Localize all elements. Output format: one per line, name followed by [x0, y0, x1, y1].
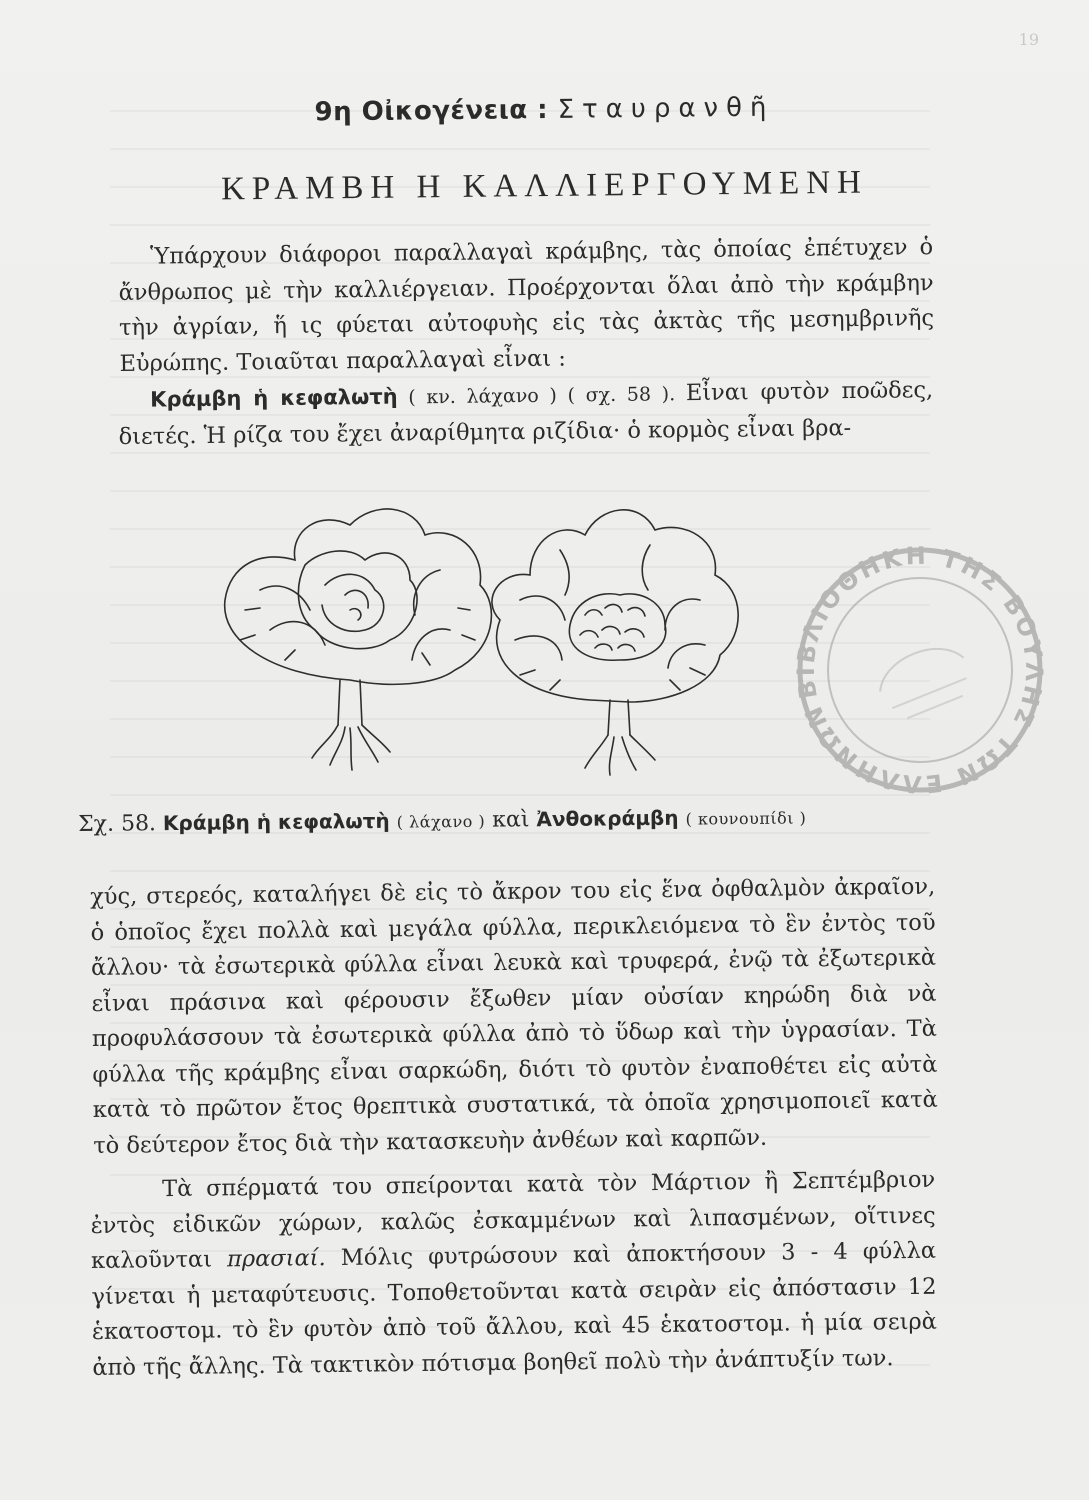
cabbage-illustration: [200, 490, 760, 790]
body-paragraph-2: [90, 1163, 938, 1386]
entry-term: Κράμβη ἡ κεφαλωτὴ: [150, 384, 398, 412]
svg-text:ΒΙΒΛΙΟΘΗΚΗ ΤΗΣ ΒΟΥΛΗΣ ΤΩΝ ΕΛΛΗ: [780, 525, 1060, 815]
body-paragraph-2-end: Μόλις φυτρώσουν καὶ ἀποκτήσουν 3 - 4 φύλλα γίνεται ἡ μεταφύτευσις. Τοποθετοῦνται κατὰ σειρὰν εἰς ἀπόστασιν 12 ἑκατοστομ. τὸ ἓν φυτὸν ἀπὸ τοῦ ἄλλου, καὶ 45 ἑκατοστομ. ἡ μία σειρὰ ἀπὸ τῆς ἄλλης. Τὰ τακτικὸν πότισμα βοηθεῖ πολὺ τὴν ἀνάπτυξίν των.: [91, 1237, 938, 1381]
caption-term-2: Ἀνθοκράμβη: [536, 805, 679, 832]
family-heading: [0, 89, 1089, 130]
page-corner-mark: 19: [1018, 30, 1039, 49]
caption-paren-2: ( κουνουπίδι ): [685, 808, 807, 829]
caption-conjunction: καὶ: [492, 807, 530, 833]
caption-term-1: Κράμβη ἡ κεφαλωτὴ: [162, 808, 390, 836]
entry-common-name: ( κν. λάχανο ) ( σχ. 58 ).: [397, 383, 686, 409]
cauliflower-drawing: [492, 510, 738, 775]
intro-paragraph: Ὑπάρχουν διάφοροι παραλλαγαὶ κράμβης, τὰς ὁποίας ἐπέτυχεν ὁ ἄνθρωπος μὲ τὴν καλλιέργειαν. Προέρχονται ὅλαι ἀπὸ τὴν κράμβην τὴν ἀγρίαν, ἥ ις φύεται αὐτοφυὴς εἰς τὰς ἀκτὰς τῆς μεσημβρινῆς Εὐρώπης. Τοιαῦται παραλλαγαὶ εἶναι :: [118, 234, 935, 377]
library-stamp: [780, 525, 1060, 815]
body-paragraph-1: χύς, στερεός, καταλήγει δὲ εἰς τὸ ἄκρον του εἰς ἕνα ὀφθαλμὸν ἀκραῖον, ὁ ὁποῖος ἔχει πολλὰ καὶ μεγάλα φύλλα, περικλειόμενα τὸ ἓν ἐντὸς τοῦ ἄλλου· τὰ ἐσωτερικὰ φύλλα εἶναι λευκὰ καὶ τρυφερά, ἐνῷ τὰ ἐξωτερικὰ εἶναι πράσινα καὶ φέρουσιν ἔξωθεν μίαν οὐσίαν κηρώδη διὰ νὰ προφυλάσσουν τὰ ἐσωτερικὰ φύλλα ἀπὸ τὸ ὕδωρ καὶ τὴν ὑγρασίαν. Τὰ φύλλα τῆς κράμβης εἶναι σαρκώδη, διότι τὸ φυτὸν ἐναποθέτει εἰς αὐτὰ κατὰ τὸ πρῶτον ἔτος θρεπτικὰ συστατικά, τὰ ὁποῖα χρησιμοποιεῖ κατὰ τὸ δεύτερον ἔτος διὰ τὴν κατασκευὴν ἀνθέων καὶ καρπῶν.: [90, 873, 938, 1159]
caption-label: Σχ. 58.: [78, 811, 157, 837]
page-title: ΚΡΑΜΒΗ Η ΚΑΛΛΙΕΡΓΟΥΜΕΝΗ: [220, 164, 869, 208]
cabbage-drawing: [225, 509, 492, 770]
stamp-text: ΒΙΒΛΙΟΘΗΚΗ ΤΗΣ ΒΟΥΛΗΣ ΤΩΝ ΕΛΛΗΝΩΝ: [791, 541, 1049, 799]
caption-paren-1: ( λάχανο ): [396, 811, 486, 832]
family-name: Σταυρανθῆ: [557, 92, 775, 125]
entry-text: Εἶναι φυτὸν ποῶδες, διετές. Ἡ ρίζα του ἔχει ἀναρίθμητα ριζίδια· ὁ κορμὸς εἶναι βρα-: [118, 377, 934, 450]
entry-paragraph: [118, 373, 934, 455]
body-paragraph-2-start: Τὰ σπέρματά του σπείρονται κατὰ τὸν Μάρτιον ἢ Σεπτέμβριον ἐντὸς εἰδικῶν χώρων, καλῶς ἐσκαμμένων καὶ λιπασμένων, οἵτινες καλοῦνται: [90, 1166, 936, 1274]
body-paragraph-2-italic: πρασιαί.: [226, 1245, 326, 1273]
family-prefix: 9η Οἰκογένεια :: [314, 94, 558, 128]
